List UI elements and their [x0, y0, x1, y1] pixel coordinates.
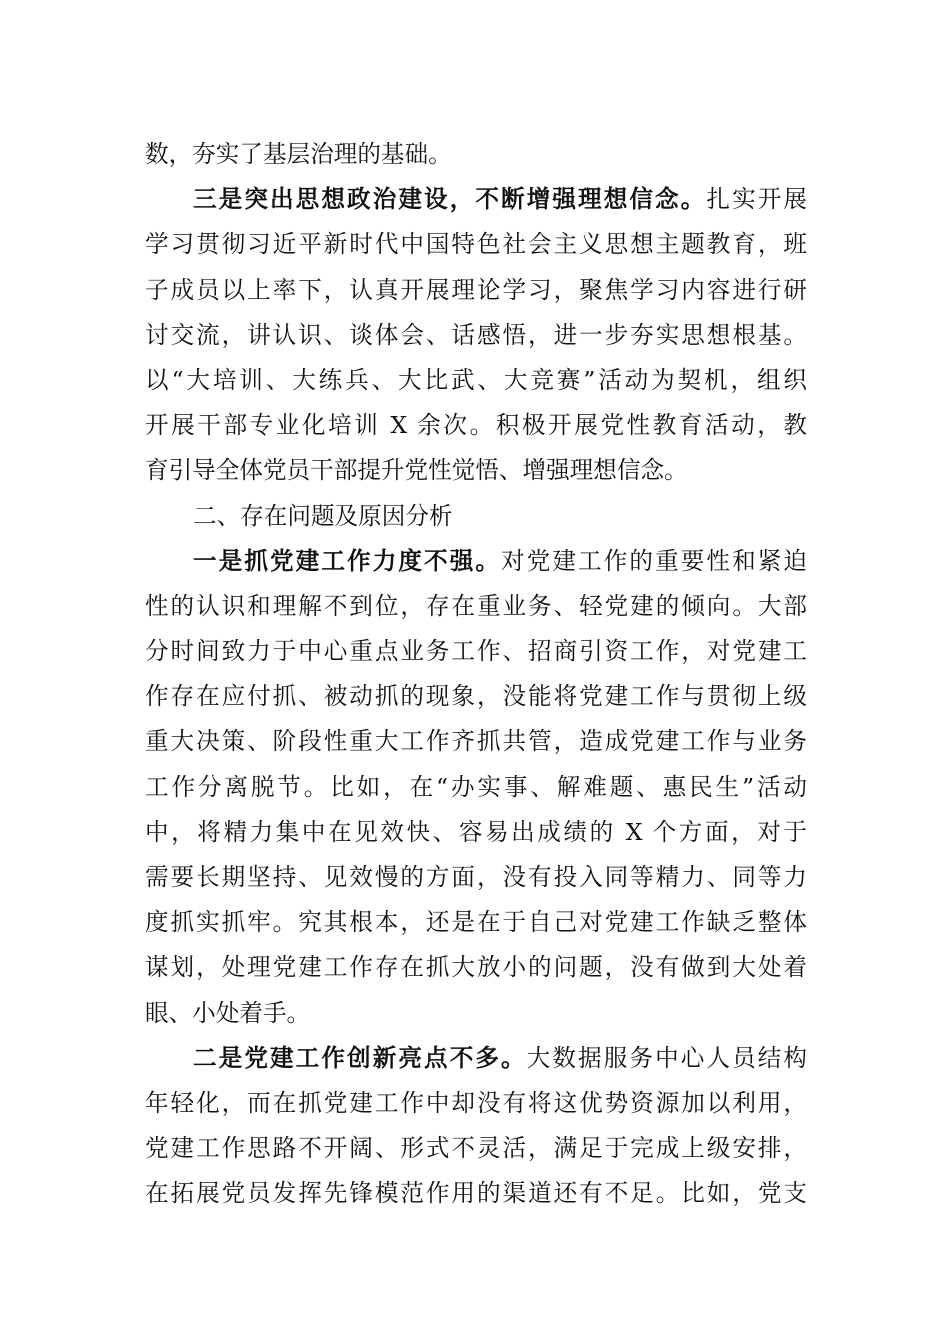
paragraph-line: 作存在应付抓、被动抓的现象，没能将党建工作与贯彻上级 [145, 682, 807, 711]
section-heading: 二、存在问题及原因分析 [193, 501, 453, 530]
document-page [145, 132, 807, 1217]
paragraph-line: 性的认识和理解不到位，存在重业务、轻党建的倾向。大部 [145, 591, 807, 620]
paragraph-line: 党建工作思路不开阔、形式不灵活，满足于完成上级安排， [145, 1134, 807, 1163]
paragraph-line: 数，夯实了基层治理的基础。 [145, 140, 452, 168]
paragraph-line: 学习贯彻习近平新时代中国特色社会主义思想主题教育，班 [145, 230, 807, 259]
paragraph-line: 年轻化，而在抓党建工作中却没有将这优势资源加以利用， [145, 1088, 807, 1117]
paragraph-line: 工作分离脱节。比如，在“办实事、解难题、惠民生”活动 [145, 772, 807, 801]
paragraph-heading: 一是抓党建工作力度不强。 [193, 546, 502, 575]
paragraph-line: 开展干部专业化培训 X 余次。积极开展党性教育活动，教 [145, 411, 807, 440]
paragraph-heading: 二是党建工作创新亮点不多。 [193, 1043, 527, 1072]
paragraph-line: 中，将精力集中在见效快、容易出成绩的 X 个方面，对于 [145, 817, 807, 846]
paragraph-line: 以“大培训、大练兵、大比武、大竞赛”活动为契机，组织 [145, 365, 807, 394]
paragraph-line: 一是抓党建工作力度不强。对党建工作的重要性和紧迫 [193, 546, 807, 575]
paragraph-line: 需要长期坚持、见效慢的方面，没有投入同等精力、同等力 [145, 863, 807, 891]
paragraph-line: 在拓展党员发挥先锋模范作用的渠道还有不足。比如，党支 [145, 1179, 807, 1208]
paragraph-line: 谋划，处理党建工作存在抓大放小的问题，没有做到大处着 [145, 953, 807, 982]
paragraph-heading: 三是突出思想政治建设，不断增强理想信念。 [193, 185, 707, 214]
paragraph-line: 重大决策、阶段性重大工作齐抓共管，造成党建工作与业务 [145, 727, 807, 756]
paragraph-line: 三是突出思想政治建设，不断增强理想信念。扎实开展 [193, 185, 807, 214]
paragraph-line: 育引导全体党员干部提升党性觉悟、增强理想信念。 [145, 456, 688, 485]
paragraph-line: 二是党建工作创新亮点不多。大数据服务中心人员结构 [193, 1043, 807, 1072]
paragraph-line: 眼、小处着手。 [145, 998, 311, 1027]
paragraph-line: 讨交流，讲认识、谈体会、话感悟，进一步夯实思想根基。 [145, 320, 807, 349]
paragraph-line: 分时间致力于中心重点业务工作、招商引资工作，对党建工 [145, 637, 807, 666]
paragraph-line: 度抓实抓牢。究其根本，还是在于自己对党建工作缺乏整体 [145, 908, 807, 937]
paragraph-line: 子成员以上率下，认真开展理论学习，聚焦学习内容进行研 [145, 275, 807, 304]
